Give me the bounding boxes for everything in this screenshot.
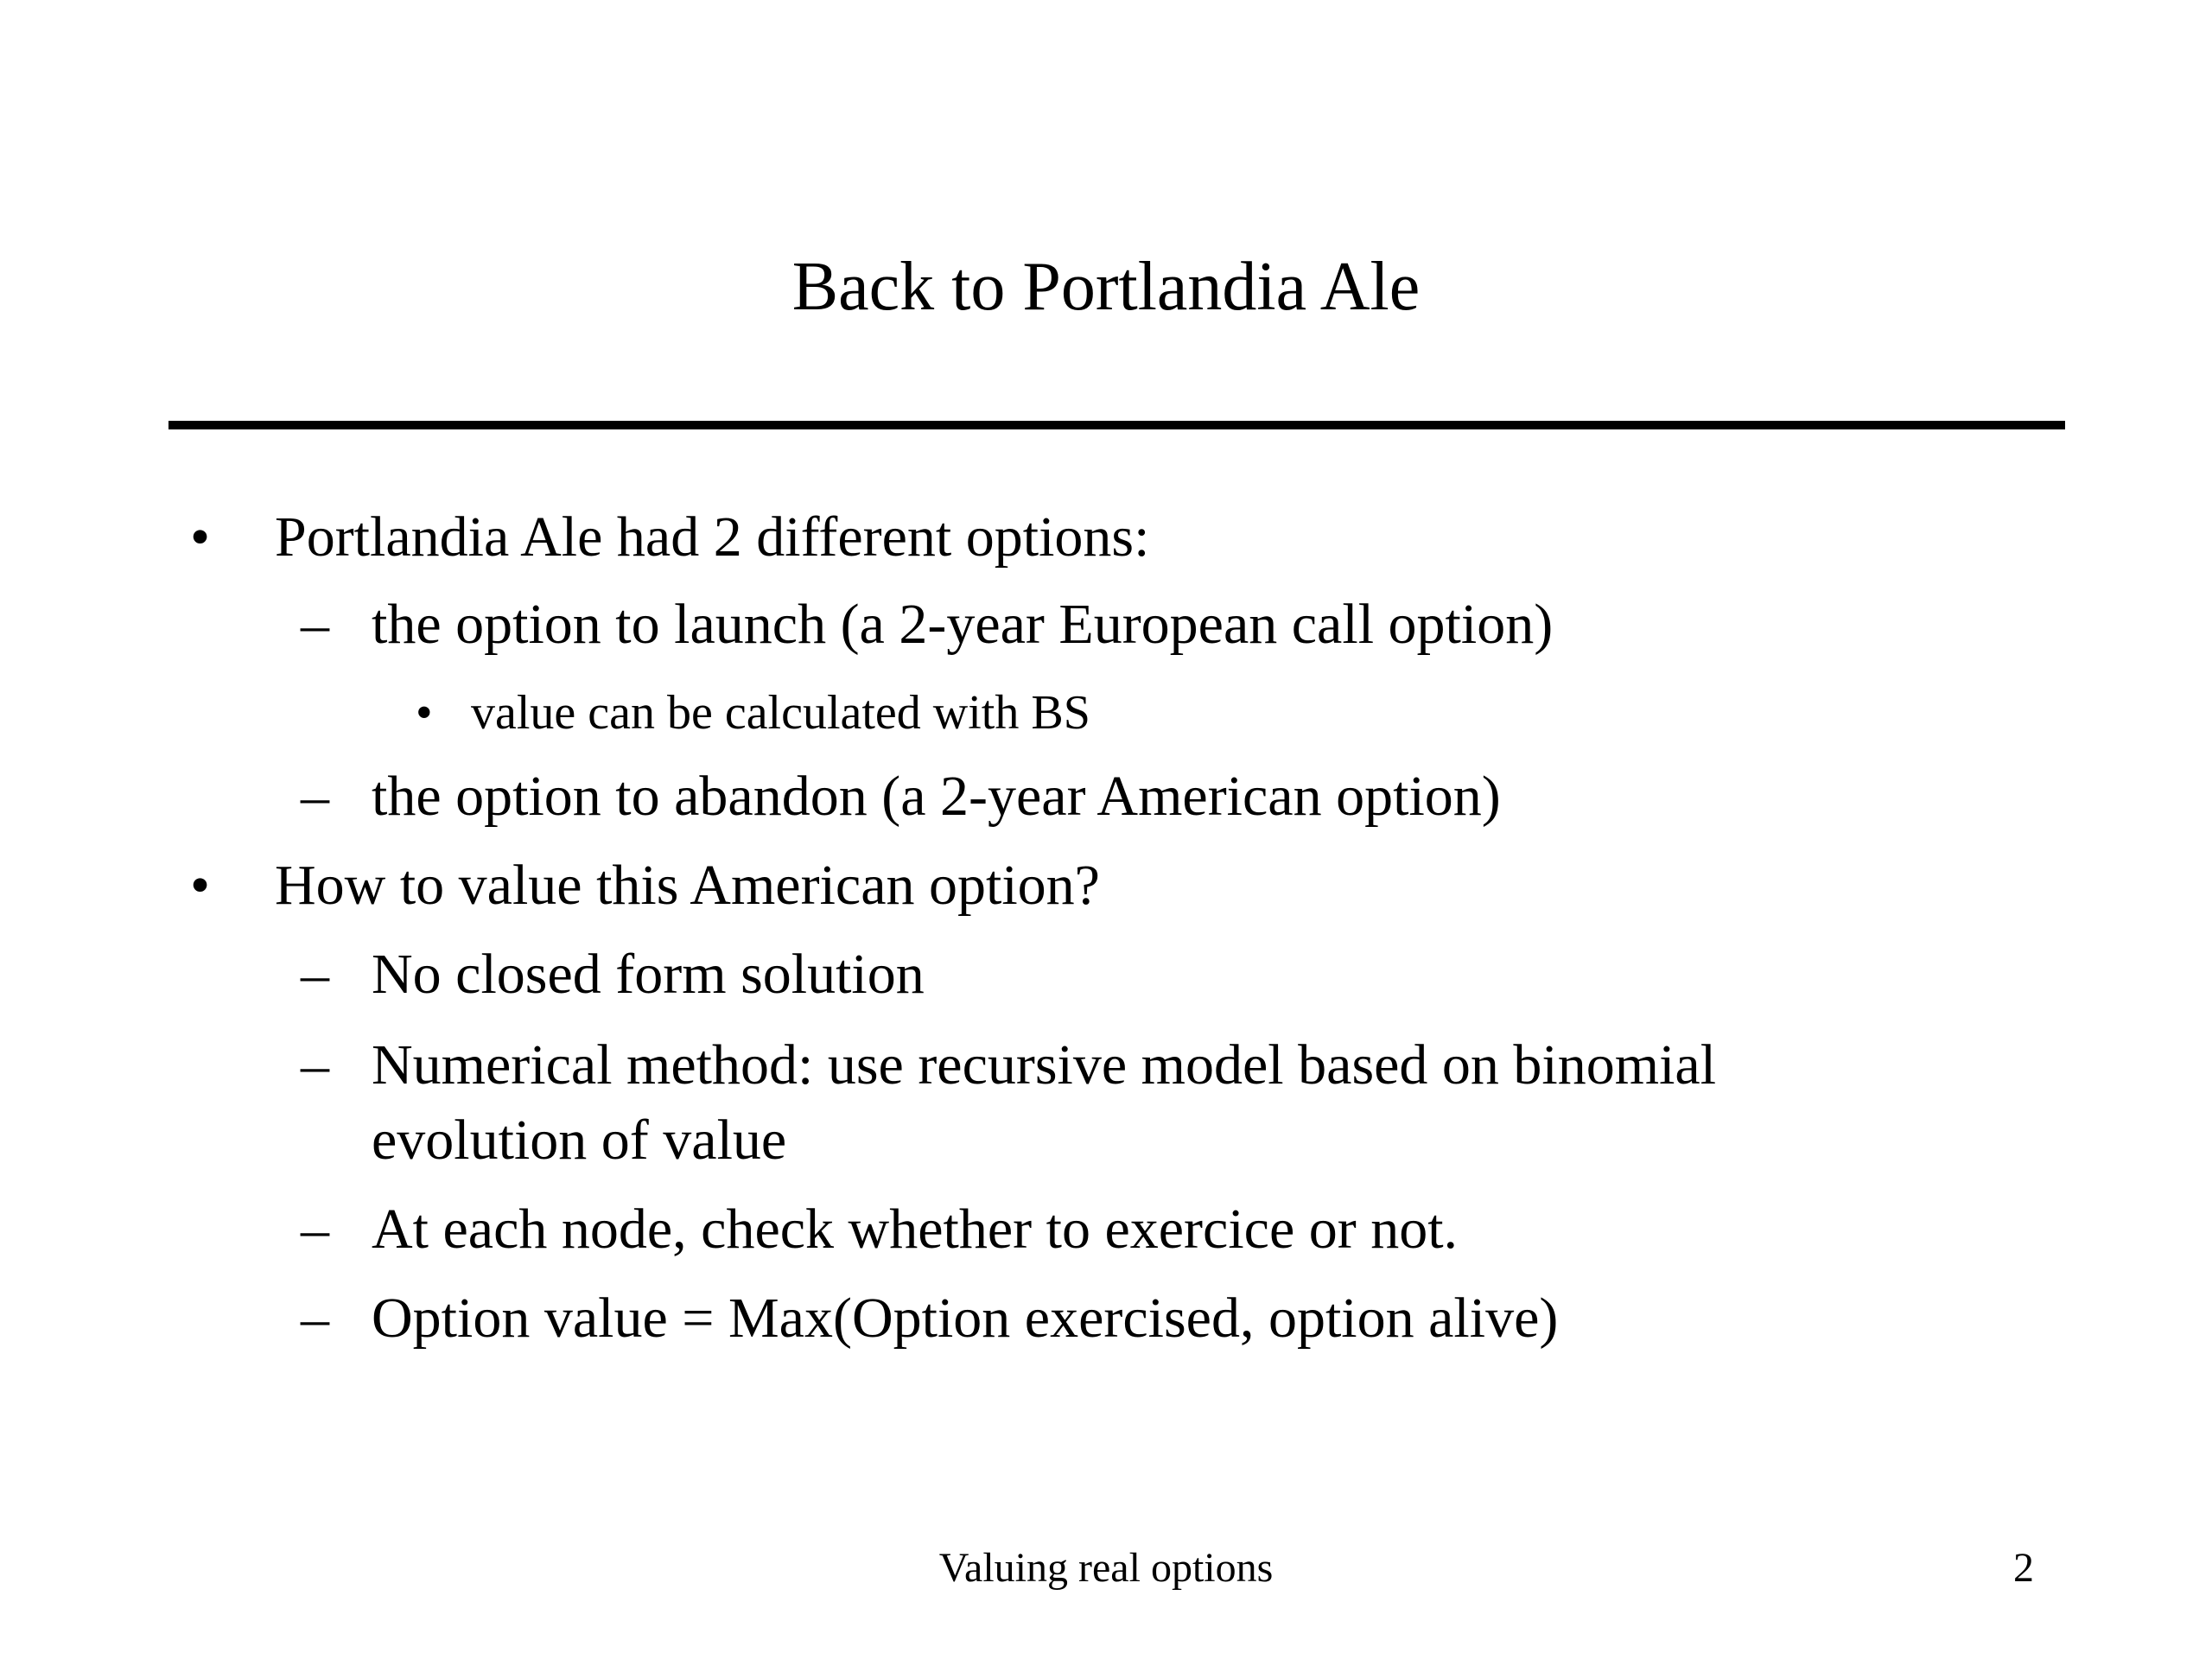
sub-bullet-text: Option value = Max(Option exercised, option alive) — [372, 1287, 1559, 1350]
sub-sub-bullet-text: value can be calculated with BS — [471, 686, 1090, 740]
sub-bullet-text: Numerical method: use recursive model based on binomial — [372, 1033, 1717, 1096]
bullet-marker: • — [190, 854, 211, 917]
dash-marker: – — [301, 943, 329, 1006]
footer-title: Valuing real options — [938, 1545, 1274, 1591]
bullet-text: Portlandia Ale had 2 different options: — [275, 505, 1150, 569]
sub-bullet-text: evolution of value — [372, 1109, 787, 1172]
dash-marker: – — [301, 765, 329, 828]
dash-marker: – — [301, 1287, 329, 1350]
sub-bullet-text: the option to launch (a 2-year European call option) — [372, 593, 1554, 656]
sub-bullet-text: At each node, check whether to exercice or not. — [372, 1198, 1459, 1261]
slide-title: Back to Portlandia Ale — [791, 249, 1421, 325]
dash-marker: – — [301, 1198, 329, 1261]
page-number: 2 — [2013, 1545, 2034, 1591]
bullet-marker: • — [190, 505, 211, 569]
sub-bullet-text: No closed form solution — [372, 943, 925, 1006]
bullet-marker: • — [416, 686, 433, 740]
sub-bullet-text: the option to abandon (a 2-year American option) — [372, 765, 1501, 828]
dash-marker: – — [301, 1033, 329, 1096]
dash-marker: – — [301, 593, 329, 656]
bullet-text: How to value this American option? — [275, 854, 1100, 917]
